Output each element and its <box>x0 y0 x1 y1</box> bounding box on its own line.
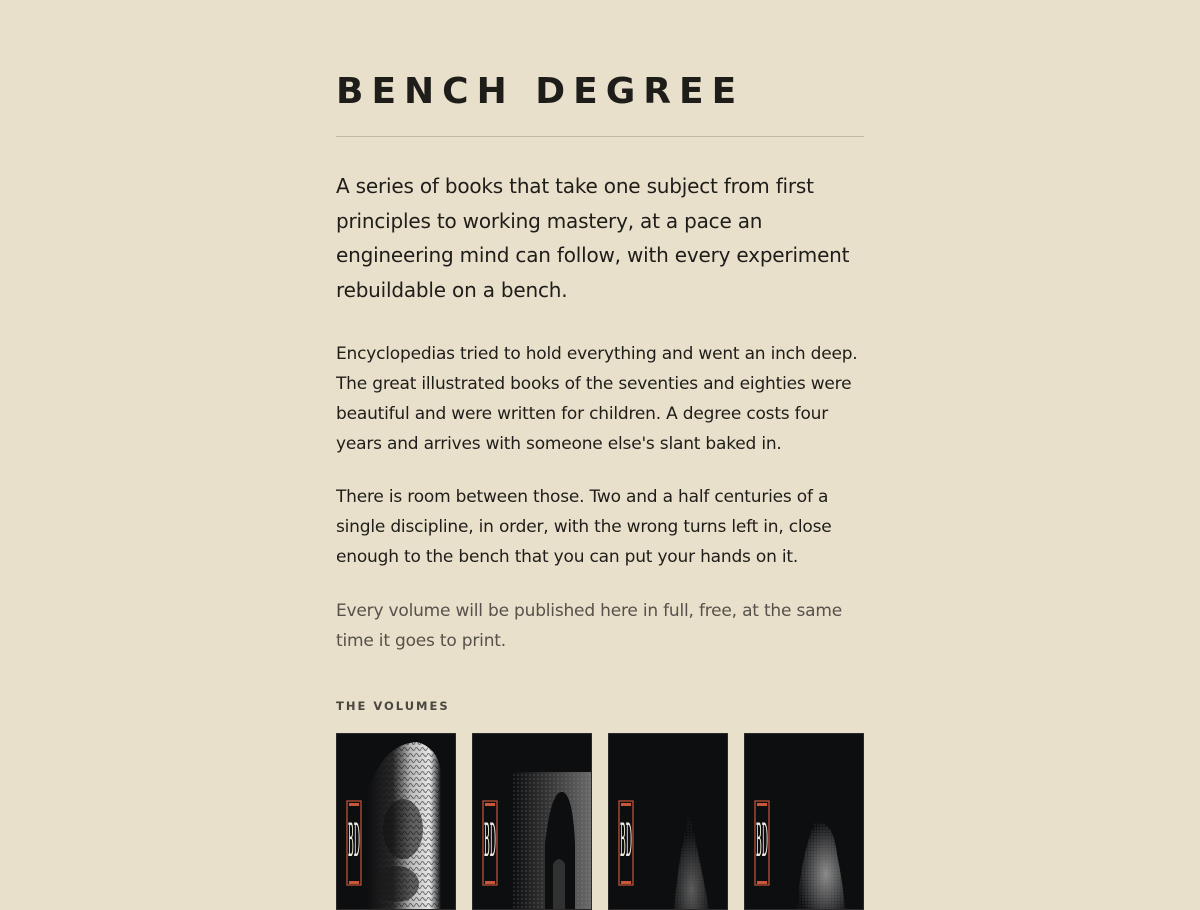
cover-monogram-ornament <box>757 881 767 884</box>
volume-cover-2-art <box>473 734 591 909</box>
volumes-heading: THE VOLUMES <box>336 699 450 713</box>
volume-cover-3-art <box>609 734 727 909</box>
site-title[interactable]: BENCH DEGREE <box>336 71 745 112</box>
cover-monogram-ornament <box>757 803 767 806</box>
cover-monogram-badge <box>483 801 497 885</box>
cover-monogram-ornament <box>621 803 631 806</box>
intro-paragraph-1: Encyclopedias tried to hold everything and went an inch deep. The great illustrated books of the seventies and eighties were beautiful and were written for children. A degree costs four years and arrives with someone else's slant baked in. <box>336 344 858 454</box>
cover-monogram-ornament <box>485 803 495 806</box>
volume-cover-4[interactable] <box>744 733 864 910</box>
intro-paragraph-2: There is room between those. Two and a half centuries of a single discipline, in order, with the wrong turns left in, close enough to the bench that you can put your hands on it. <box>336 487 832 567</box>
publication-note: Every volume will be published here in full, free, at the same time it goes to print. <box>336 601 842 651</box>
cover-monogram: BD <box>620 812 632 868</box>
volume-cover-1-art <box>337 734 455 909</box>
cover-monogram-badge <box>755 801 769 885</box>
cover-monogram-badge <box>347 801 361 885</box>
cover-monogram-ornament <box>485 881 495 884</box>
cover-monogram-ornament <box>621 881 631 884</box>
intro-lede: A series of books that take one subject from first principles to working mastery, at a pace an engineering mind can follow, with every experiment rebuildable on a bench. <box>336 174 850 302</box>
volume-cover-1[interactable] <box>336 733 456 910</box>
volume-cover-3[interactable] <box>608 733 728 910</box>
cover-monogram: BD <box>756 812 768 868</box>
volume-grid <box>336 733 864 900</box>
cover-monogram-ornament <box>349 881 359 884</box>
cover-monogram-ornament <box>349 803 359 806</box>
volume-cover-2[interactable] <box>472 733 592 910</box>
cover-monogram: BD <box>484 812 496 868</box>
cover-monogram-badge <box>619 801 633 885</box>
volume-cover-4-art <box>745 734 863 909</box>
title-divider <box>336 136 864 137</box>
cover-monogram: BD <box>348 812 360 868</box>
